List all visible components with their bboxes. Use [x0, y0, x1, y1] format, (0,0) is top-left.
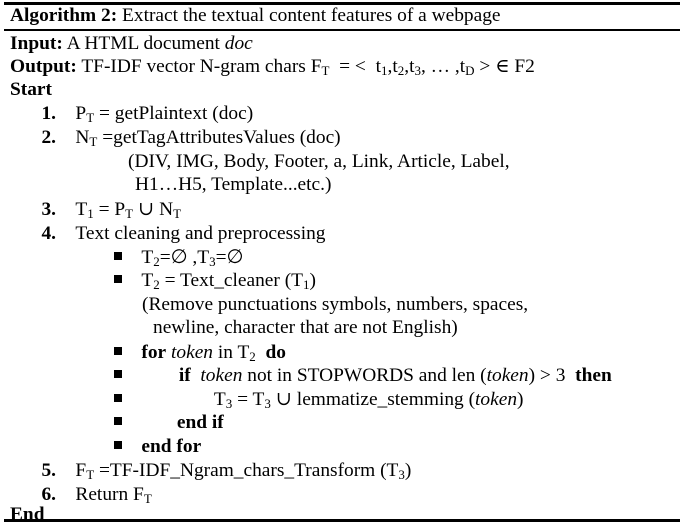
output-eq: = <	[339, 56, 366, 77]
input-text: A HTML document	[66, 33, 220, 54]
bullet-icon	[114, 394, 122, 402]
if-var: token	[200, 365, 243, 386]
output-ellipsis: …	[430, 56, 451, 77]
step-2-n: N	[75, 127, 90, 148]
bullet-line-2	[114, 270, 316, 292]
b5-sub3: 3	[225, 396, 233, 411]
output-sub-t: T	[321, 63, 330, 78]
output-sub-3: 3	[414, 63, 421, 78]
header-rule	[4, 29, 680, 31]
step-2-sub: T	[89, 134, 98, 149]
algorithm-header	[10, 5, 501, 27]
step-1-p: P	[75, 103, 87, 124]
output-sub-2: 2	[397, 63, 405, 78]
b5-sub3b: 3	[264, 396, 271, 411]
step-3-t: T	[75, 199, 88, 220]
step-2	[28, 127, 341, 149]
kw-if: if	[178, 365, 191, 386]
kw-end-if: end if	[176, 412, 224, 433]
kw-do: do	[265, 342, 286, 363]
bullet-2-cont-2: newline, character that are not English)	[153, 317, 458, 338]
step-1-number: 1.	[41, 103, 56, 124]
bullet-1-sub2: 2	[153, 254, 160, 269]
bullet-line-5	[114, 389, 524, 411]
bullet-icon	[114, 441, 122, 449]
bullet-icon	[114, 417, 122, 425]
bullet-icon	[114, 275, 122, 283]
step-2-number: 2.	[41, 127, 56, 148]
end-label: End	[10, 504, 45, 525]
output-td: t	[459, 56, 466, 77]
bullet-2-t2: T	[141, 270, 154, 291]
step-1-sub: T	[86, 110, 95, 125]
b5-union: ∪ lemmatize_stemming (	[270, 389, 476, 410]
algorithm-title: Extract the textual content features of a webpage	[122, 5, 501, 26]
b5-var: token	[475, 389, 518, 410]
bullet-2-end: )	[309, 270, 316, 291]
step-5-sub3: 3	[398, 467, 405, 482]
bullet-line-3	[114, 342, 286, 364]
bullet-icon	[114, 252, 122, 260]
step-3-eq: = P	[93, 199, 126, 220]
bullet-2-mid: = Text_cleaner (T	[159, 270, 304, 291]
output-t2: t	[392, 56, 398, 77]
output-prefix: TF-IDF vector N-gram chars F	[81, 56, 322, 77]
for-sub2: 2	[249, 349, 256, 364]
step-6-number: 6.	[41, 484, 56, 505]
step-1-text: = getPlaintext (doc)	[94, 103, 254, 124]
step-4	[28, 223, 325, 245]
bullet-icon	[114, 347, 122, 355]
step-2-text: =getTagAttributesValues (doc)	[97, 127, 341, 148]
for-in: in T	[213, 342, 250, 363]
step-3-sub1: 1	[87, 206, 94, 221]
step-5-f: F	[75, 460, 87, 481]
bullet-2-cont-1: (Remove punctuations symbols, numbers, spaces,	[142, 294, 529, 315]
step-6-sub: T	[143, 491, 152, 506]
b5-t3: T	[213, 389, 226, 410]
input-var: doc	[224, 33, 253, 54]
bullet-line-4	[114, 365, 612, 387]
kw-for: for	[141, 342, 167, 363]
output-suffix: > ∈ F2	[479, 56, 535, 77]
bullet-1-sub3: 3	[209, 254, 216, 269]
step-5	[28, 460, 411, 482]
bottom-rule	[4, 519, 680, 522]
bullet-1-mid: =∅ ,T	[159, 247, 210, 268]
step-3-union: ∪ N	[133, 199, 174, 220]
output-label: Output:	[10, 56, 77, 77]
step-2-cont-1: (DIV, IMG, Body, Footer, a, Link, Article, Label,	[128, 151, 510, 172]
if-mid: not in STOPWORDS and len (	[242, 365, 487, 386]
bullet-line-6	[114, 412, 224, 434]
output-line: Output: TF-IDF vector N-gram chars $F_T$ = < $t_1,t_2,t_3$, … $,t_D$ > ∈ F2	[10, 56, 535, 78]
step-3	[28, 199, 181, 221]
b5-close: )	[517, 389, 524, 410]
step-5-sub: T	[86, 467, 95, 482]
if-cond: ) > 3	[528, 365, 566, 386]
output-t1: t	[375, 56, 381, 77]
kw-then: then	[575, 365, 612, 386]
kw-end-for: end for	[141, 436, 202, 457]
step-3-subt: T	[125, 206, 134, 221]
output-sub-d: D	[465, 63, 475, 78]
bullet-2-sub1: 1	[303, 277, 310, 292]
start-label: Start	[10, 79, 53, 100]
input-label: Input:	[10, 33, 63, 54]
step-3-subt2: T	[173, 206, 182, 221]
output-t3: t	[409, 56, 415, 77]
step-3-number: 3.	[41, 199, 56, 220]
b5-eq: = T	[232, 389, 265, 410]
bullet-icon	[114, 370, 122, 378]
step-5-text: =TF-IDF_Ngram_chars_Transform (T	[94, 460, 399, 481]
step-1	[28, 103, 253, 125]
algorithm-box	[4, 2, 680, 525]
bullet-line-1	[114, 247, 243, 269]
step-6-text: Return F	[75, 484, 144, 505]
bullet-1-t2: T	[141, 247, 154, 268]
if-var2: token	[486, 365, 529, 386]
output-sub-1: 1	[380, 63, 388, 78]
bullet-2-sub2: 2	[153, 277, 160, 292]
step-4-text: Text cleaning and preprocessing	[75, 223, 326, 244]
step-5-number: 5.	[41, 460, 56, 481]
step-2-cont-2: H1…H5, Template...etc.)	[135, 174, 332, 195]
step-4-number: 4.	[41, 223, 56, 244]
step-5-close: )	[404, 460, 412, 481]
bullet-line-7	[114, 436, 201, 458]
input-line	[10, 33, 253, 55]
bullet-1-end: =∅	[215, 247, 244, 268]
step-6	[28, 484, 152, 506]
algorithm-label: Algorithm 2:	[10, 5, 118, 26]
for-var: token	[171, 342, 214, 363]
